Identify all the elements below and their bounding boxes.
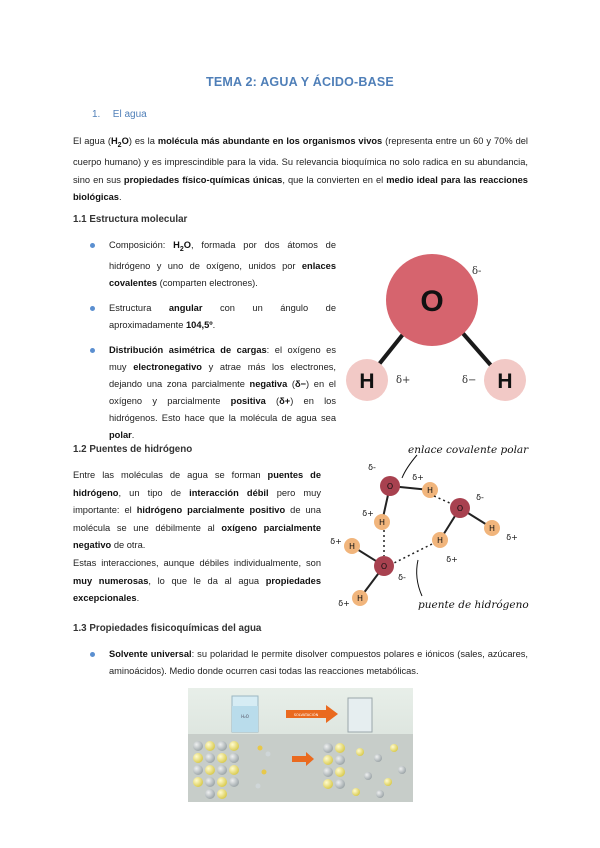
delta-label: δ- [368, 463, 376, 472]
hydrogen-label: H [359, 370, 375, 393]
item-text: : su polaridad le permite disolver compuestos polares e iónicos (sales, azúcares, aminoácidos). Medio donde ocurren casi todas las reacciones metabólicas. [109, 649, 528, 676]
item-bold: Solvente universal [109, 649, 192, 659]
water-molecule-diagram [340, 250, 540, 410]
section-label: El agua [112, 109, 147, 120]
formula-sub: 2 [117, 141, 122, 149]
section-heading-1 [92, 109, 147, 120]
intro-text: ) es la [128, 136, 158, 146]
item-text: . [131, 429, 135, 440]
subsection-heading-1-2: 1.2 Puentes de hidrógeno [73, 444, 193, 455]
list-item [90, 300, 336, 334]
atom-label: O [456, 504, 464, 513]
page-title: TEMA 2: AGUA Y ÁCIDO-BASE [206, 75, 394, 89]
beaker-right [348, 698, 372, 732]
hbond-paragraph-2 [73, 555, 321, 608]
intro-bold: propiedades físico-químicas únicas [123, 174, 283, 185]
para-text: Entre las moléculas de agua se forman [73, 470, 268, 480]
list-item [90, 342, 336, 444]
water-left [232, 706, 258, 732]
hbond-paragraph-1 [73, 467, 321, 555]
intro-bold: medio ideal para las reacciones biológicas [73, 174, 528, 203]
atom-label: H [378, 518, 386, 527]
subsection-heading-1-3: 1.3 Propiedades fisicoquímicas del agua [73, 623, 262, 634]
para-text: pero muy importante: el [73, 487, 321, 515]
atom-label: H [348, 542, 356, 551]
item-text: ) en los hidrógenos. Esto hace que la molécula de agua sea [109, 395, 336, 423]
item-text: (comparten electrones). [157, 277, 258, 288]
para-bold: propiedades excepcionales [73, 575, 321, 603]
para-text: de otra. [111, 540, 146, 550]
section-number: 1. [92, 109, 101, 120]
item-bold: enlaces covalentes [109, 260, 336, 288]
para-text: . [136, 593, 140, 603]
atom-label: H [488, 524, 496, 533]
solvation-illustration [188, 688, 413, 802]
hydrogen-bond-caption: puente de hidrógeno [418, 599, 529, 611]
item-bold: δ− [294, 378, 307, 389]
item-text: ( [265, 395, 280, 406]
delta-plus-label: δ+ [396, 375, 411, 386]
para-bold: oxígeno parcialmente negativo [73, 522, 321, 550]
delta-minus-label: δ- [472, 266, 482, 277]
item-bold: polar [109, 429, 132, 440]
item-text: ( [287, 378, 295, 389]
caption-arrow [417, 560, 422, 596]
list-item [90, 646, 528, 680]
hydrogen-label: H [497, 370, 513, 393]
atom-label: O [386, 482, 394, 491]
arrow-label: SOLVATACIÓN [293, 713, 319, 717]
intro-text: , que la convierten en el [282, 174, 387, 185]
hydrogen-bond-diagram [322, 438, 532, 618]
delta-label: δ- [476, 493, 484, 502]
item-bold: electronegativo [133, 361, 202, 372]
intro-text: . [118, 192, 122, 203]
intro-bold: molécula más abundante en los organismos vivos [157, 136, 383, 146]
atom-label: H [356, 594, 364, 603]
item-text: Estructura [109, 302, 169, 313]
subsection-heading-1-1: 1.1 Estructura molecular [73, 214, 188, 225]
delta-label: δ+ [362, 509, 374, 518]
bullet-icon [90, 243, 95, 248]
item-text: ) en el oxígeno y parcialmente [109, 378, 336, 406]
delta-minus-label: δ− [462, 375, 477, 386]
item-bold: negativa [249, 378, 288, 389]
intro-text: (representa entre un 60 y 70% del cuerpo humano) y es imprescindible para la vida. Su relevancia bioquímica no solo radica en su abundancia, sino en sus [73, 136, 528, 185]
oxygen-label: O [420, 285, 444, 318]
intro-paragraph [73, 133, 528, 207]
item-bold: 104,5º [186, 319, 213, 330]
covalent-bond-caption: enlace covalente polar [408, 444, 529, 456]
delta-label: δ+ [446, 555, 458, 564]
delta-label: δ+ [330, 537, 342, 546]
formula-o: O [121, 136, 129, 146]
properties-list [90, 646, 528, 680]
bullet-icon [90, 652, 95, 657]
item-text: . [212, 319, 216, 330]
item-text: : el oxígeno es muy [109, 344, 336, 372]
para-text: Estas interacciones, aunque débiles individualmente, son [73, 558, 321, 568]
bullet-icon [90, 306, 95, 311]
item-bold: angular [168, 302, 203, 313]
formula-h: H [173, 240, 180, 250]
intro-text: El agua ( [73, 136, 111, 146]
delta-label: δ- [398, 573, 406, 582]
item-text: con un ángulo de aproximadamente [109, 302, 336, 330]
item-bold: δ+ [279, 395, 291, 406]
para-bold: muy numerosas [73, 575, 149, 586]
para-bold: interacción débil [189, 487, 269, 498]
atom-label: H [436, 536, 444, 545]
structure-list [90, 237, 336, 444]
item-text: Composición: [109, 240, 174, 250]
formula-h: H [110, 136, 118, 146]
delta-label: δ+ [338, 599, 350, 608]
item-bold: Distribución asimétrica de cargas [109, 344, 267, 355]
para-text: , lo que le da al agua [148, 575, 266, 586]
para-bold: hidrógeno parcialmente positivo [136, 505, 286, 515]
para-bold: puentes de hidrógeno [73, 470, 321, 498]
bullet-icon [90, 348, 95, 353]
delta-label: δ+ [506, 533, 518, 542]
atom-label: O [380, 562, 388, 571]
hydrogen-bond-line [434, 496, 452, 504]
delta-label: δ+ [412, 473, 424, 482]
item-bold: positiva [230, 395, 266, 406]
formula-sub: 2 [179, 245, 184, 253]
atom-label: H [426, 486, 434, 495]
list-item [90, 237, 336, 292]
formula-o: O [183, 240, 191, 250]
beaker-label: H₂O [241, 714, 249, 719]
para-text: , un tipo de [118, 487, 190, 498]
para-text: de una molécula se une débilmente al [73, 505, 321, 533]
item-text: y atrae más los electrones, dejando una zona parcialmente [109, 361, 336, 389]
item-text: , formada por dos átomos de hidrógeno y uno de oxígeno, unidos por [109, 240, 337, 271]
hydrogen-bond-line [394, 544, 432, 563]
